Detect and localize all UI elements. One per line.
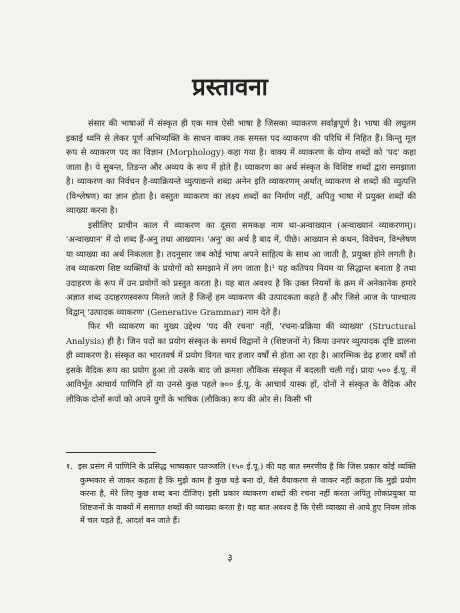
- paragraph: फिर भी व्याकरण का मुख्य उद्देश्य 'पद की रचना' नहीं, 'रचना-प्रक्रिया की व्याख्या' (Structural Analysis) ही है। जिन पदों का प्रयोग संस्कृत के समर्थ विद्वानों ने (शिष्टजनों ने) किया उनपर व्युत्पादक दृष्टि डालना ही व्याकरण है। संस्कृत का भारतवर्ष में प्रयोग विगत चार हजार वर्षों से होता आ रहा है। आरम्भिक डेढ़ हजार वर्षों तो इसके वैदिक रूप का प्रयोग हुआ तो उसके बाद जो क्रमशः लौकिक संस्कृत में बदलती चली गई। प्रायः ५०० ई.पू. में आविर्भूत आचार्य पाणिनि हों या उनसे कुछ पहले ७०० ई.पू. के आचार्य यास्क हों, दोनों ने संस्कृत के वैदिक और लौकिक दोनों रूपों को अपने युगों के भाषिक (लौकिक) रूप की ओर से। किसी भी: [66, 321, 416, 404]
- footnote-text: इस प्रसंग में पाणिनि के प्रसिद्ध भाष्यकार पतञ्जलि (१५० ई.पू.) की यह बात स्मरणीय है कि जिस प्रकार कोई व्यक्ति कुम्भकार से जाकर कहता है कि मुझे काम है कुछ घड़े बना दो, वैसे वैयाकरण से जाकर नहीं कहता कि मुझे प्रयोग करना है, मेरे लिए कुछ शब्द बना दीजिए। इसी प्रकार व्याकरण शब्दों की रचना नहीं करता अपितु लोकप्रयुक्त या शिष्टजनों के वाक्यों में समागत शब्दों की व्याख्या करता है। यह बात अवश्य है कि ऐसी व्याख्या से आये हुए नियम लोक में चल पड़ते हैं, आदर्श बन जाते हैं।: [78, 462, 416, 525]
- footnote-number: १.: [66, 462, 73, 471]
- footnote: [66, 460, 416, 528]
- page-title: प्रस्तावना: [192, 73, 268, 101]
- paragraph: इसीलिए प्राचीन काल में व्याकरण का दूसरा समकक्ष नाम था-अन्वाख्यान (अन्वाख्यानं व्याकरणम्)। 'अन्वाख्यान' में दो शब्द हैं-अनु तथा आख्यान। 'अनु' का अर्थ है बाद में, पीछे। आख्यान से कथन, विवेचन, विश्लेषण या व्याख्या का अर्थ निकलता है। तदनुसार जब कोई भाषा अपने साहित्य के साथ आ जाती है, प्रयुक्त होने लगती है। तब व्याकरण शिष्ट व्यक्तियों के प्रयोगों को समझाने में लग जाता है।¹ यह कतिपय नियम या सिद्धान्त बनाता है तथा उदाहरण के रूप में उन प्रयोगों को प्रस्तुत करता है। यह बात अवश्य है कि उक्त नियमों के क्रम में अनेकानेक हमारे अज्ञात शब्द उदाहरणस्वरूप मिलते जाते हैं जिन्हें हम व्याकरण की उत्पादकता कहते हैं और जिसे आज के पाश्चात्य विद्वान् 'उत्पादक व्याकरण' (Generative Grammar) नाम देते हैं।: [66, 219, 416, 317]
- paragraph: संसार की भाषाओं में संस्कृत ही एक मात्र ऐसी भाषा है जिसका व्याकरण सर्वाङ्गपूर्ण है। भाषा की लघुतम इकाई ध्वनि से लेकर पूर्ण अभिव्यक्ति के साधन वाक्य तक समस्त पद व्याकरण की परिधि में निहित हैं। किन्तु मूल रूप से व्याकरण पद का विज्ञान (Morphology) कहा गया है। वाक्य में व्याकरण के योग्य शब्दों को 'पद' कहा जाता है। ये सुबन्त, तिङन्त और अव्यय के रूप में होते हैं। व्याकरण का अर्थ संस्कृत के विशिष्ट शब्दों द्वारा समझाता है। व्याकरण का निर्वचन है-व्याक्रियन्ते व्युत्पाद्यन्ते शब्दा अनेन इति व्याकरणम् अर्थात् व्याकरण से शब्दों की व्युत्पत्ति (विश्लेषण) का ज्ञान होता है। वस्तुतः व्याकरण का लक्ष्य शब्दों का निर्माण नहीं, अपितु भाषा में प्रयुक्त शब्दों की व्याख्या करना है।: [66, 118, 416, 215]
- page-number: ३: [227, 553, 233, 564]
- body-text: [66, 116, 416, 406]
- footnote-divider: [66, 452, 156, 453]
